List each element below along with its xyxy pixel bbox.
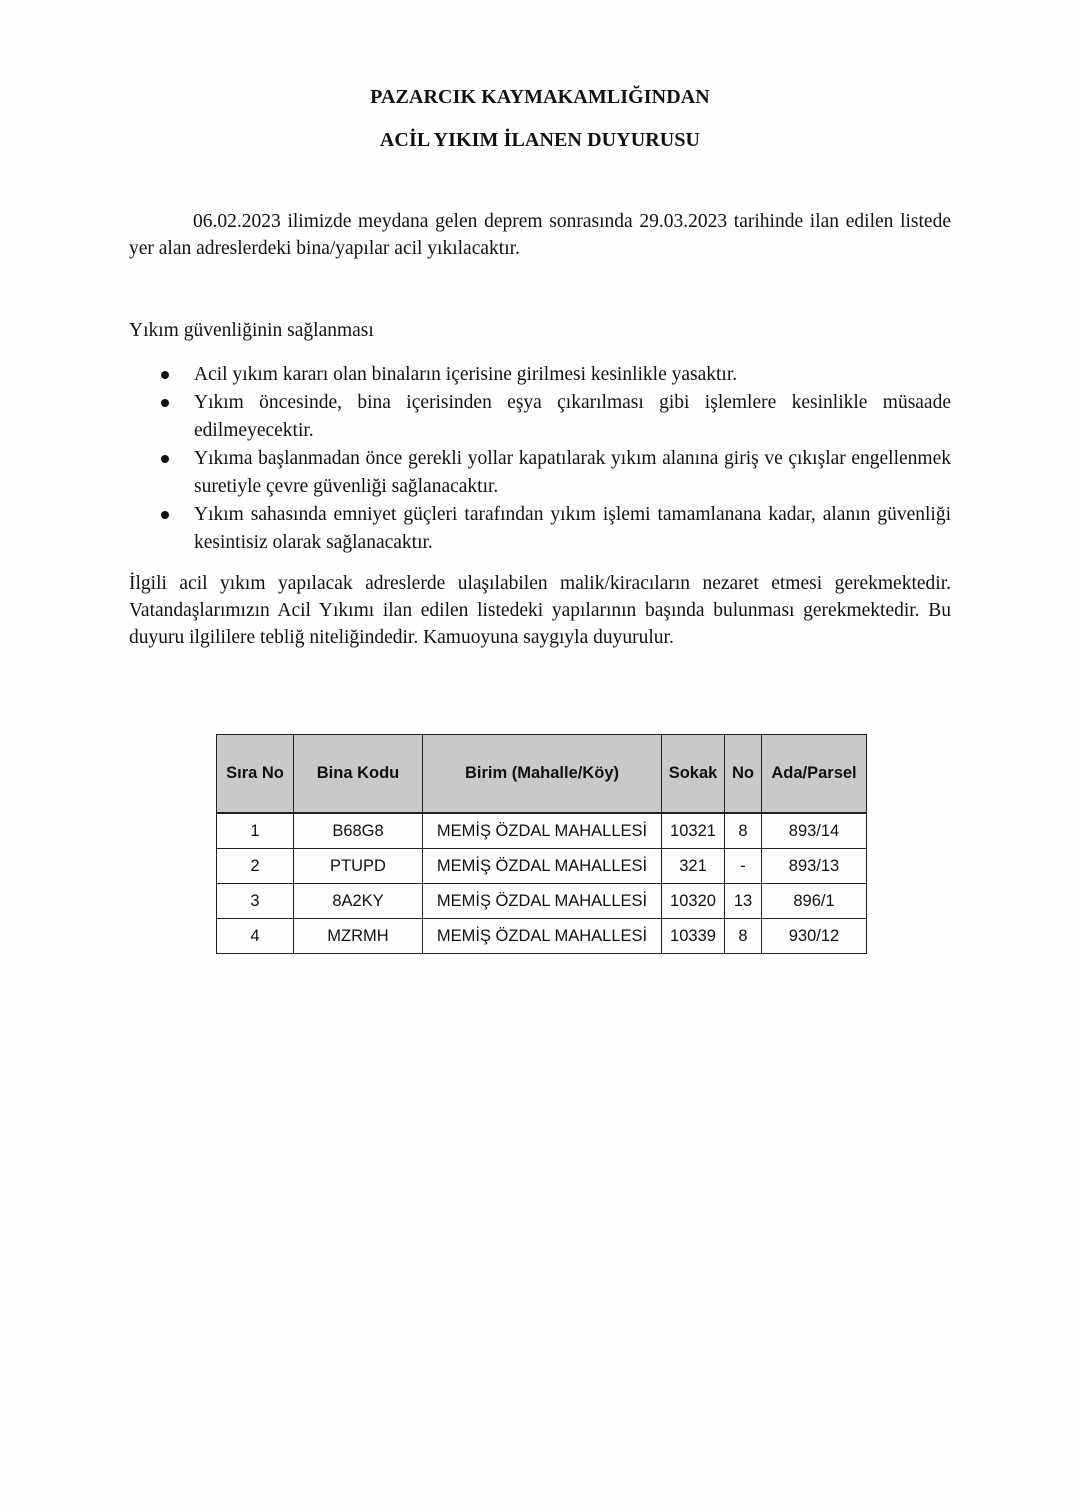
list-item <box>129 501 951 557</box>
cell-bina-kodu: PTUPD <box>294 849 423 884</box>
bullet-text: Yıkıma başlanmadan önce gerekli yollar kapatılarak yıkım alanına giriş ve çıkışlar engellenmek suretiyle çevre güvenliği sağlanacaktır. <box>194 448 951 497</box>
cell-no: - <box>725 849 762 884</box>
table-row <box>217 919 867 954</box>
cell-sira-no: 3 <box>217 884 294 919</box>
bullet-icon <box>161 371 169 379</box>
cell-ada-parsel: 896/1 <box>762 884 867 919</box>
table-row <box>217 813 867 849</box>
list-item <box>129 445 951 501</box>
header-ada-parsel: Ada/Parsel <box>762 735 867 814</box>
cell-birim: MEMİŞ ÖZDAL MAHALLESİ <box>423 849 662 884</box>
cell-no: 13 <box>725 884 762 919</box>
cell-birim: MEMİŞ ÖZDAL MAHALLESİ <box>423 884 662 919</box>
document-subtitle: ACİL YIKIM İLANEN DUYURUSU <box>379 129 701 151</box>
cell-sokak: 10320 <box>662 884 725 919</box>
list-item <box>129 361 951 389</box>
safety-bullet-list <box>129 361 951 557</box>
cell-sokak: 10339 <box>662 919 725 954</box>
header-no: No <box>725 735 762 814</box>
header-sira-no: Sıra No <box>217 735 294 814</box>
bullet-text: Acil yıkım kararı olan binaların içerisine girilmesi kesinlikle yasaktır. <box>194 364 738 385</box>
header-bina-kodu: Bina Kodu <box>294 735 423 814</box>
intro-paragraph: 06.02.2023 ilimizde meydana gelen deprem sonrasında 29.03.2023 tarihinde ilan edilen listede yer alan adreslerdeki bina/yapılar acil yıkılacaktır. <box>129 211 951 259</box>
section-heading: Yıkım güvenliğinin sağlanması <box>129 320 374 341</box>
cell-bina-kodu: 8A2KY <box>294 884 423 919</box>
header-sokak: Sokak <box>662 735 725 814</box>
cell-ada-parsel: 930/12 <box>762 919 867 954</box>
closing-paragraph: İlgili acil yıkım yapılacak adreslerde ulaşılabilen malik/kiracıların nezaret etmesi gerekmektedir. Vatandaşlarımızın Acil Yıkımı ilan edilen listedeki yapılarının başında bulunması gerekmektedir. Bu duyuru ilgililere tebliğ niteliğindedir. Kamuoyuna saygıyla duyurulur. <box>129 573 951 648</box>
demolition-table <box>216 734 867 954</box>
bullet-icon <box>161 455 169 463</box>
cell-bina-kodu: B68G8 <box>294 813 423 849</box>
cell-sokak: 10321 <box>662 813 725 849</box>
cell-sira-no: 4 <box>217 919 294 954</box>
cell-birim: MEMİŞ ÖZDAL MAHALLESİ <box>423 813 662 849</box>
bullet-text: Yıkım sahasında emniyet güçleri tarafından yıkım işlemi tamamlanana kadar, alanın güvenliği kesintisiz olarak sağlanacaktır. <box>194 504 951 553</box>
cell-no: 8 <box>725 813 762 849</box>
cell-sira-no: 1 <box>217 813 294 849</box>
list-item <box>129 389 951 445</box>
cell-no: 8 <box>725 919 762 954</box>
cell-sira-no: 2 <box>217 849 294 884</box>
cell-ada-parsel: 893/13 <box>762 849 867 884</box>
bullet-icon <box>161 511 169 519</box>
header-birim: Birim (Mahalle/Köy) <box>423 735 662 814</box>
bullet-icon <box>161 399 169 407</box>
cell-birim: MEMİŞ ÖZDAL MAHALLESİ <box>423 919 662 954</box>
table-header-row <box>217 735 867 814</box>
bullet-text: Yıkım öncesinde, bina içerisinden eşya çıkarılması gibi işlemlere kesinlikle müsaade edilmeyecektir. <box>194 392 951 441</box>
cell-ada-parsel: 893/14 <box>762 813 867 849</box>
table-row <box>217 849 867 884</box>
document-title: PAZARCIK KAYMAKAMLIĞINDAN <box>370 86 710 108</box>
cell-bina-kodu: MZRMH <box>294 919 423 954</box>
table-row <box>217 884 867 919</box>
cell-sokak: 321 <box>662 849 725 884</box>
